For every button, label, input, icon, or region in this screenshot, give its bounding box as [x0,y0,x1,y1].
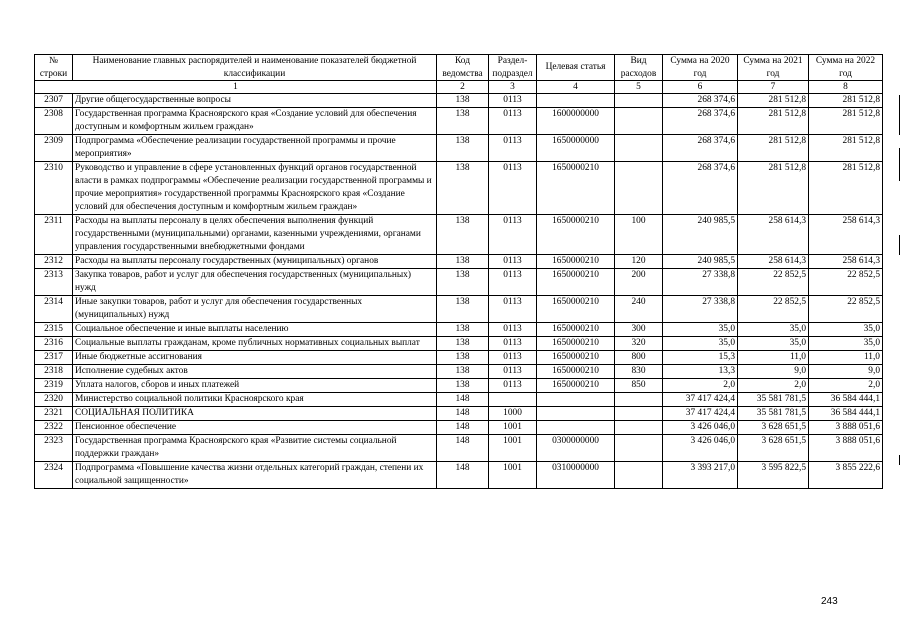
expense-type [615,108,663,135]
section-code: 0113 [489,215,537,255]
sum-2020: 35,0 [663,323,738,337]
header-expense-type: Вид расходов [615,55,663,81]
table-row [35,215,883,255]
indicator-name: Министерство социальной политики Красноярского края [73,393,437,407]
table-row [35,323,883,337]
table-row [35,351,883,365]
sum-2022: 35,0 [809,337,883,351]
indicator-name: Пенсионное обеспечение [73,421,437,435]
sum-2020: 3 426 046,0 [663,435,738,462]
table-row [35,296,883,323]
target-article: 1650000210 [537,269,615,296]
sum-2022: 22 852,5 [809,296,883,323]
column-number: 7 [738,81,809,94]
sum-2020: 13,3 [663,365,738,379]
section-code: 1000 [489,407,537,421]
dept-code: 148 [437,462,489,489]
row-number: 2309 [35,135,73,162]
sum-2021: 35 581 781,5 [738,407,809,421]
column-number: 3 [489,81,537,94]
indicator-name: СОЦИАЛЬНАЯ ПОЛИТИКА [73,407,437,421]
row-number: 2317 [35,351,73,365]
section-code: 0113 [489,108,537,135]
row-number: 2310 [35,162,73,215]
section-code: 0113 [489,269,537,296]
sum-2022: 258 614,3 [809,255,883,269]
sum-2021: 35 581 781,5 [738,393,809,407]
sum-2021: 281 512,8 [738,135,809,162]
target-article [537,407,615,421]
table-row [35,421,883,435]
indicator-name: Расходы на выплаты персоналу в целях обеспечения выполнения функций государственными (муниципальными) органами, казенными учреждениями, органами управления государственными внебюджетными фондами [73,215,437,255]
dept-code: 138 [437,351,489,365]
section-code: 0113 [489,296,537,323]
indicator-name: Социальное обеспечение и иные выплаты населению [73,323,437,337]
row-number: 2312 [35,255,73,269]
sum-2022: 281 512,8 [809,135,883,162]
column-number: 6 [663,81,738,94]
sum-2021: 3 628 651,5 [738,435,809,462]
table-row [35,379,883,393]
sum-2022: 11,0 [809,351,883,365]
indicator-name: Социальные выплаты гражданам, кроме публичных нормативных социальных выплат [73,337,437,351]
expense-type: 850 [615,379,663,393]
dept-code: 138 [437,135,489,162]
section-code: 0113 [489,94,537,108]
sum-2021: 11,0 [738,351,809,365]
expense-type [615,435,663,462]
sum-2020: 37 417 424,4 [663,407,738,421]
header-row [35,55,883,81]
indicator-name: Государственная программа Красноярского края «Развитие системы социальной поддержки граждан» [73,435,437,462]
row-number: 2318 [35,365,73,379]
indicator-name: Иные бюджетные ассигнования [73,351,437,365]
indicator-name: Расходы на выплаты персоналу государственных (муниципальных) органов [73,255,437,269]
margin-change-mark [899,455,900,465]
row-number: 2319 [35,379,73,393]
indicator-name: Подпрограмма «Обеспечение реализации государственной программы и прочие мероприятия» [73,135,437,162]
dept-code: 138 [437,269,489,296]
row-number: 2324 [35,462,73,489]
target-article: 1650000210 [537,337,615,351]
sum-2021: 9,0 [738,365,809,379]
section-code: 0113 [489,162,537,215]
table-row [35,162,883,215]
indicator-name: Исполнение судебных актов [73,365,437,379]
table-row [35,407,883,421]
sum-2022: 3 855 222,6 [809,462,883,489]
dept-code: 138 [437,94,489,108]
page-number: 243 [821,596,838,607]
expense-type: 320 [615,337,663,351]
dept-code: 148 [437,393,489,407]
table-row [35,337,883,351]
table-row [35,393,883,407]
dept-code: 138 [437,323,489,337]
target-article: 1650000000 [537,135,615,162]
dept-code: 138 [437,365,489,379]
header-target-article: Целевая статья [537,55,615,81]
column-number-row [35,81,883,94]
sum-2021: 281 512,8 [738,108,809,135]
row-number: 2313 [35,269,73,296]
header-name: Наименование главных распорядителей и наименование показателей бюджетной классификации [73,55,437,81]
section-code: 0113 [489,365,537,379]
sum-2021: 258 614,3 [738,215,809,255]
expense-type [615,407,663,421]
sum-2020: 37 417 424,4 [663,393,738,407]
expense-type: 830 [615,365,663,379]
dept-code: 138 [437,296,489,323]
sum-2021: 281 512,8 [738,162,809,215]
sum-2022: 22 852,5 [809,269,883,296]
table-row [35,108,883,135]
sum-2021: 35,0 [738,323,809,337]
column-number: 5 [615,81,663,94]
row-number: 2311 [35,215,73,255]
sum-2020: 3 393 217,0 [663,462,738,489]
target-article: 1650000210 [537,162,615,215]
indicator-name: Руководство и управление в сфере установленных функций органов государственной власти в рамках подпрограммы «Обеспечение реализации государственной программы и прочие мероприятия» государственной программы Красноярского края «Создание условий для обеспечения доступным и комфортным жильем граждан» [73,162,437,215]
target-article: 0310000000 [537,462,615,489]
section-code: 0113 [489,255,537,269]
sum-2022: 3 888 051,6 [809,435,883,462]
budget-table [34,54,883,489]
margin-change-mark [899,235,900,255]
budget-sheet [34,54,883,489]
sum-2020: 240 985,5 [663,255,738,269]
row-number: 2316 [35,337,73,351]
column-number: 4 [537,81,615,94]
header-dept-code: Код ведомства [437,55,489,81]
target-article: 0300000000 [537,435,615,462]
section-code: 0113 [489,351,537,365]
target-article: 1650000210 [537,215,615,255]
row-number: 2314 [35,296,73,323]
sum-2022: 3 888 051,6 [809,421,883,435]
dept-code: 138 [437,162,489,215]
section-code [489,393,537,407]
sum-2022: 36 584 444,1 [809,393,883,407]
sum-2020: 268 374,6 [663,108,738,135]
row-number: 2315 [35,323,73,337]
sum-2021: 3 595 822,5 [738,462,809,489]
sum-2021: 281 512,8 [738,94,809,108]
sum-2020: 3 426 046,0 [663,421,738,435]
header-row-number: № строки [35,55,73,81]
sum-2021: 3 628 651,5 [738,421,809,435]
budget-table-body [35,94,883,489]
header-sum-2020: Сумма на 2020 год [663,55,738,81]
expense-type [615,162,663,215]
row-number: 2323 [35,435,73,462]
sum-2020: 268 374,6 [663,162,738,215]
header-sum-2021: Сумма на 2021 год [738,55,809,81]
expense-type [615,94,663,108]
section-code: 0113 [489,379,537,393]
expense-type: 300 [615,323,663,337]
expense-type: 240 [615,296,663,323]
dept-code: 148 [437,421,489,435]
dept-code: 148 [437,407,489,421]
target-article [537,421,615,435]
dept-code: 148 [437,435,489,462]
sum-2021: 22 852,5 [738,269,809,296]
sum-2022: 281 512,8 [809,108,883,135]
column-number: 1 [35,81,437,94]
sum-2020: 240 985,5 [663,215,738,255]
sum-2021: 35,0 [738,337,809,351]
indicator-name: Другие общегосударственные вопросы [73,94,437,108]
target-article: 1600000000 [537,108,615,135]
expense-type: 120 [615,255,663,269]
expense-type [615,135,663,162]
indicator-name: Закупка товаров, работ и услуг для обеспечения государственных (муниципальных) нужд [73,269,437,296]
sum-2020: 35,0 [663,337,738,351]
margin-change-mark [899,95,900,135]
row-number: 2307 [35,94,73,108]
target-article: 1650000210 [537,296,615,323]
target-article: 1650000210 [537,255,615,269]
sum-2021: 22 852,5 [738,296,809,323]
sum-2021: 2,0 [738,379,809,393]
dept-code: 138 [437,215,489,255]
row-number: 2321 [35,407,73,421]
section-code: 1001 [489,462,537,489]
sum-2020: 268 374,6 [663,135,738,162]
sum-2022: 9,0 [809,365,883,379]
column-number: 8 [809,81,883,94]
expense-type: 800 [615,351,663,365]
row-number: 2322 [35,421,73,435]
sum-2020: 27 338,8 [663,269,738,296]
dept-code: 138 [437,108,489,135]
row-number: 2320 [35,393,73,407]
sum-2020: 15,3 [663,351,738,365]
target-article [537,94,615,108]
dept-code: 138 [437,337,489,351]
expense-type: 200 [615,269,663,296]
section-code: 1001 [489,421,537,435]
sum-2020: 268 374,6 [663,94,738,108]
column-number: 2 [437,81,489,94]
section-code: 0113 [489,135,537,162]
target-article: 1650000210 [537,351,615,365]
target-article: 1650000210 [537,365,615,379]
sum-2022: 281 512,8 [809,94,883,108]
expense-type [615,393,663,407]
row-number: 2308 [35,108,73,135]
header-sum-2022: Сумма на 2022 год [809,55,883,81]
sum-2021: 258 614,3 [738,255,809,269]
table-row [35,462,883,489]
expense-type [615,421,663,435]
expense-type: 100 [615,215,663,255]
dept-code: 138 [437,379,489,393]
sum-2020: 27 338,8 [663,296,738,323]
sum-2022: 2,0 [809,379,883,393]
table-row [35,94,883,108]
indicator-name: Уплата налогов, сборов и иных платежей [73,379,437,393]
indicator-name: Подпрограмма «Повышение качества жизни отдельных категорий граждан, степени их социальной защищенности» [73,462,437,489]
header-section: Раздел- подраздел [489,55,537,81]
section-code: 0113 [489,337,537,351]
dept-code: 138 [437,255,489,269]
table-row [35,365,883,379]
margin-change-mark [899,148,900,181]
table-row [35,435,883,462]
target-article: 1650000210 [537,379,615,393]
section-code: 1001 [489,435,537,462]
table-row [35,135,883,162]
sum-2022: 36 584 444,1 [809,407,883,421]
indicator-name: Государственная программа Красноярского края «Создание условий для обеспечения доступным и комфортным жильем граждан» [73,108,437,135]
table-row [35,269,883,296]
target-article: 1650000210 [537,323,615,337]
sum-2022: 258 614,3 [809,215,883,255]
indicator-name: Иные закупки товаров, работ и услуг для обеспечения государственных (муниципальных) нужд [73,296,437,323]
sum-2022: 35,0 [809,323,883,337]
table-row [35,255,883,269]
expense-type [615,462,663,489]
target-article [537,393,615,407]
sum-2022: 281 512,8 [809,162,883,215]
sum-2020: 2,0 [663,379,738,393]
section-code: 0113 [489,323,537,337]
